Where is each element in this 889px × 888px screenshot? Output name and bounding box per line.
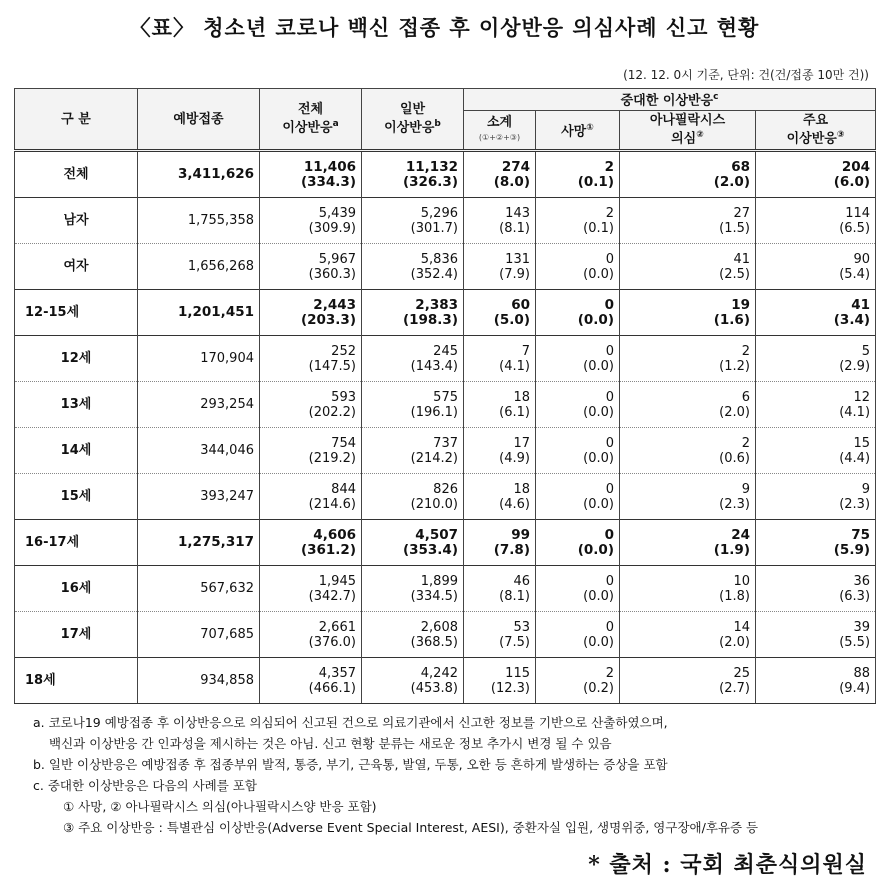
general-ae-cell-rate: (352.4) (410, 266, 458, 282)
table-row (15, 198, 876, 244)
note-b: b. 일반 이상반응은 예방접종 후 접종부위 발적, 통증, 부기, 근육통, 발열, 두통, 오한 등 흔하게 발생하는 증상을 포함 (33, 757, 668, 772)
total-ae-cell (260, 474, 362, 520)
anaphylaxis-cell-rate: (2.0) (713, 173, 750, 190)
row-label-value: 14세 (60, 443, 92, 458)
death-cell (536, 566, 620, 612)
general-ae-cell-rate: (210.0) (410, 496, 458, 512)
death-cell-rate: (0.2) (583, 680, 614, 696)
total-ae-cell-value: 5,439 (318, 205, 356, 221)
subtotal-cell (464, 198, 536, 244)
vaccinations-cell (138, 474, 260, 520)
subtotal-cell (464, 428, 536, 474)
subtotal-cell-rate: (4.1) (499, 358, 530, 374)
anaphylaxis-cell-value: 24 (731, 526, 750, 543)
major-ae-cell-value: 41 (851, 296, 871, 313)
anaphylaxis-cell (620, 612, 756, 658)
table-row (15, 336, 876, 382)
subtotal-cell-rate: (8.0) (493, 173, 530, 190)
major-ae-cell-rate: (6.3) (839, 588, 871, 604)
subtotal-cell-value: 143 (505, 205, 530, 221)
general-ae-cell-value: 2,383 (415, 296, 458, 313)
total-ae-cell-rate: (214.6) (308, 496, 356, 512)
note-c-item2: ③ 주요 이상반응 : 특별관심 이상반응(Adverse Event Special Interest, AESI), 중환자실 입원, 생명위중, 영구장애/후유증 등 (63, 820, 759, 835)
row-label-value: 15세 (60, 489, 92, 504)
total-ae-cell-value: 252 (331, 343, 356, 359)
subtotal-cell (464, 658, 536, 704)
general-ae-cell-rate: (368.5) (410, 634, 458, 650)
anaphylaxis-cell-value: 6 (741, 389, 750, 405)
death-cell (536, 520, 620, 566)
major-ae-cell-value: 75 (851, 526, 871, 543)
death-cell-value: 2 (605, 205, 614, 221)
anaphylaxis-cell (620, 520, 756, 566)
total-ae-cell-rate: (376.0) (308, 634, 356, 650)
death-cell (536, 658, 620, 704)
anaphylaxis-cell (620, 198, 756, 244)
death-cell (536, 151, 620, 198)
row-label-value: 12세 (60, 351, 92, 366)
subtotal-cell (464, 382, 536, 428)
anaphylaxis-cell-rate: (2.0) (719, 634, 750, 650)
major-ae-cell-rate: (5.9) (833, 541, 871, 558)
vaccinations-cell (138, 198, 260, 244)
header-vaccinations: 예방접종 (138, 89, 260, 151)
anaphylaxis-cell-rate: (0.6) (719, 450, 750, 466)
general-ae-cell-value: 826 (433, 481, 458, 497)
row-label (15, 612, 138, 658)
general-ae-cell-value: 575 (433, 389, 458, 405)
vaccinations-cell-value: 1,755,358 (187, 213, 254, 228)
general-ae-cell-rate: (453.8) (410, 680, 458, 696)
total-ae-cell (260, 336, 362, 382)
anaphylaxis-cell-value: 25 (733, 665, 750, 681)
source-credit: * 출처 : 국회 최춘식의원실 (588, 852, 867, 878)
unit-note: (12. 12. 0시 기준, 단위: 건(건/접종 10만 건)) (623, 68, 869, 82)
total-ae-cell-value: 11,406 (303, 158, 356, 175)
death-cell-rate: (0.0) (583, 588, 614, 604)
death-cell-value: 0 (605, 389, 614, 405)
row-label-value: 13세 (60, 397, 92, 412)
vaccinations-cell (138, 382, 260, 428)
subtotal-cell (464, 566, 536, 612)
vaccinations-cell (138, 151, 260, 198)
subtotal-cell (464, 520, 536, 566)
row-label (15, 566, 138, 612)
header-total-ae: 전체 이상반응$^a$ (260, 89, 362, 151)
general-ae-cell-rate: (334.5) (410, 588, 458, 604)
subtotal-cell (464, 244, 536, 290)
major-ae-cell-rate: (6.5) (839, 220, 871, 236)
header-subtotal: 소계 (①+②+③) (464, 111, 536, 151)
major-ae-cell (756, 151, 876, 198)
death-cell-rate: (0.0) (583, 450, 614, 466)
major-ae-cell-value: 15 (853, 435, 871, 451)
total-ae-cell-value: 593 (331, 389, 356, 405)
death-cell (536, 336, 620, 382)
general-ae-cell (362, 612, 464, 658)
death-cell (536, 612, 620, 658)
general-ae-cell-rate: (196.1) (410, 404, 458, 420)
death-cell-rate: (0.0) (583, 358, 614, 374)
vaccinations-cell (138, 566, 260, 612)
vaccinations-cell-value: 393,247 (200, 489, 254, 504)
death-cell-value: 0 (605, 435, 614, 451)
major-ae-cell-rate: (5.5) (839, 634, 871, 650)
vaccinations-cell-value: 170,904 (200, 351, 254, 366)
row-label-value: 남자 (63, 213, 89, 228)
death-cell-value: 0 (605, 573, 614, 589)
anaphylaxis-cell-value: 27 (733, 205, 750, 221)
subtotal-cell (464, 612, 536, 658)
subtotal-cell-rate: (7.5) (499, 634, 530, 650)
major-ae-cell (756, 566, 876, 612)
major-ae-cell-rate: (9.4) (839, 680, 871, 696)
anaphylaxis-cell-rate: (2.5) (719, 266, 750, 282)
death-cell (536, 428, 620, 474)
major-ae-cell (756, 290, 876, 336)
general-ae-cell (362, 244, 464, 290)
major-ae-cell-rate: (4.1) (839, 404, 871, 420)
vaccinations-cell-value: 344,046 (200, 443, 254, 458)
subtotal-cell-value: 18 (513, 389, 530, 405)
header-category: 구 분 (15, 89, 138, 151)
total-ae-cell-rate: (147.5) (308, 358, 356, 374)
subtotal-cell-value: 60 (511, 296, 530, 313)
death-cell (536, 290, 620, 336)
general-ae-cell-rate: (143.4) (410, 358, 458, 374)
major-ae-cell-value: 88 (853, 665, 871, 681)
major-ae-cell-rate: (5.4) (839, 266, 871, 282)
general-ae-cell-rate: (214.2) (410, 450, 458, 466)
total-ae-cell-rate: (202.2) (308, 404, 356, 420)
subtotal-cell-rate: (12.3) (490, 680, 530, 696)
row-label-value: 16세 (60, 581, 92, 596)
total-ae-cell (260, 520, 362, 566)
total-ae-cell-value: 4,357 (318, 665, 356, 681)
vaccinations-cell-value: 934,858 (200, 673, 254, 688)
total-ae-cell-rate: (309.9) (308, 220, 356, 236)
death-cell-rate: (0.1) (583, 220, 614, 236)
general-ae-cell (362, 474, 464, 520)
subtotal-cell-rate: (8.1) (499, 588, 530, 604)
death-cell-value: 0 (605, 481, 614, 497)
vaccinations-cell-value: 567,632 (200, 581, 254, 596)
row-label-value: 전체 (63, 167, 89, 182)
death-cell-value: 0 (604, 296, 614, 313)
anaphylaxis-cell (620, 474, 756, 520)
anaphylaxis-cell (620, 382, 756, 428)
major-ae-cell-rate: (2.9) (839, 358, 871, 374)
vaccinations-cell (138, 336, 260, 382)
major-ae-cell (756, 198, 876, 244)
major-ae-cell (756, 658, 876, 704)
total-ae-cell (260, 658, 362, 704)
death-cell-value: 0 (604, 526, 614, 543)
table-row (15, 151, 876, 198)
subtotal-cell (464, 290, 536, 336)
anaphylaxis-cell (620, 566, 756, 612)
subtotal-cell-value: 18 (513, 481, 530, 497)
total-ae-cell-rate: (342.7) (308, 588, 356, 604)
major-ae-cell-value: 39 (853, 619, 871, 635)
anaphylaxis-cell-value: 19 (731, 296, 750, 313)
total-ae-cell-rate: (219.2) (308, 450, 356, 466)
death-cell (536, 382, 620, 428)
subtotal-cell-value: 274 (501, 158, 530, 175)
table-title: 〈표〉 청소년 코로나 백신 접종 후 이상반응 의심사례 신고 현황 (129, 15, 760, 40)
vaccinations-cell (138, 290, 260, 336)
general-ae-cell-value: 4,242 (420, 665, 458, 681)
general-ae-cell (362, 198, 464, 244)
vaccinations-cell-value: 3,411,626 (177, 166, 254, 182)
total-ae-cell-value: 2,661 (318, 619, 356, 635)
vaccinations-cell-value: 293,254 (200, 397, 254, 412)
anaphylaxis-cell-value: 41 (733, 251, 750, 267)
major-ae-cell (756, 428, 876, 474)
total-ae-cell-rate: (334.3) (300, 173, 356, 190)
vaccinations-cell (138, 244, 260, 290)
anaphylaxis-cell-rate: (2.0) (719, 404, 750, 420)
anaphylaxis-cell-value: 9 (741, 481, 750, 497)
total-ae-cell-value: 844 (331, 481, 356, 497)
total-ae-cell-value: 754 (331, 435, 356, 451)
anaphylaxis-cell (620, 658, 756, 704)
vaccinations-cell-value: 1,201,451 (177, 304, 254, 320)
general-ae-cell-rate: (198.3) (402, 311, 458, 328)
anaphylaxis-cell-value: 2 (741, 435, 750, 451)
footnotes (33, 712, 873, 838)
row-label (15, 658, 138, 704)
general-ae-cell (362, 520, 464, 566)
anaphylaxis-cell-rate: (1.2) (719, 358, 750, 374)
major-ae-cell-rate: (2.3) (839, 496, 871, 512)
row-label-value: 16-17세 (25, 535, 80, 550)
row-label-value: 18세 (25, 673, 56, 688)
death-cell-value: 2 (605, 665, 614, 681)
major-ae-cell (756, 520, 876, 566)
general-ae-cell (362, 566, 464, 612)
subtotal-cell-value: 115 (505, 665, 530, 681)
anaphylaxis-cell (620, 244, 756, 290)
total-ae-cell-rate: (360.3) (308, 266, 356, 282)
subtotal-cell-rate: (4.6) (499, 496, 530, 512)
total-ae-cell (260, 290, 362, 336)
header-general-ae: 일반 이상반응$^b$ (362, 89, 464, 151)
major-ae-cell-value: 9 (861, 481, 871, 497)
subtotal-cell-value: 99 (511, 526, 530, 543)
header-death: 사망① (536, 111, 620, 151)
anaphylaxis-cell (620, 151, 756, 198)
table-row (15, 612, 876, 658)
table-row (15, 474, 876, 520)
anaphylaxis-cell-value: 14 (733, 619, 750, 635)
subtotal-cell-rate: (7.8) (493, 541, 530, 558)
vaccinations-cell (138, 658, 260, 704)
adverse-reaction-table (14, 88, 876, 704)
major-ae-cell-rate: (3.4) (833, 311, 871, 328)
general-ae-cell (362, 382, 464, 428)
subtotal-cell-rate: (7.9) (499, 266, 530, 282)
subtotal-cell-rate: (4.9) (499, 450, 530, 466)
total-ae-cell (260, 428, 362, 474)
death-cell-rate: (0.0) (577, 541, 614, 558)
row-label (15, 428, 138, 474)
total-ae-cell-value: 4,606 (313, 526, 356, 543)
row-label (15, 198, 138, 244)
row-label (15, 244, 138, 290)
vaccinations-cell-value: 707,685 (200, 627, 254, 642)
header-anaphylaxis: 아나필락시스 의심② (620, 111, 756, 151)
total-ae-cell (260, 382, 362, 428)
general-ae-cell-value: 1,899 (420, 573, 458, 589)
row-label-value: 17세 (60, 627, 92, 642)
header-major-ae: 주요 이상반응③ (756, 111, 876, 151)
note-a-line2: 백신과 이상반응 간 인과성을 제시하는 것은 아님. 신고 현황 분류는 새로운 정보 추가시 변경 될 수 있음 (49, 736, 612, 751)
table-row (15, 382, 876, 428)
row-label (15, 336, 138, 382)
table-row (15, 658, 876, 704)
subtotal-cell (464, 151, 536, 198)
general-ae-cell-value: 245 (433, 343, 458, 359)
note-c-item1: ① 사망, ② 아나필락시스 의심(아나필락시스양 반응 포함) (63, 799, 377, 814)
table-body (15, 151, 876, 704)
total-ae-cell (260, 566, 362, 612)
anaphylaxis-cell (620, 290, 756, 336)
note-a-line1: a. 코로나19 예방접종 후 이상반응으로 의심되어 신고된 건으로 의료기관에서 신고한 정보를 기반으로 산출하였으며, (33, 715, 668, 730)
general-ae-cell-value: 4,507 (415, 526, 458, 543)
table-row (15, 244, 876, 290)
row-label (15, 382, 138, 428)
major-ae-cell-value: 36 (853, 573, 871, 589)
general-ae-cell-value: 11,132 (405, 158, 458, 175)
anaphylaxis-cell-rate: (1.8) (719, 588, 750, 604)
major-ae-cell (756, 382, 876, 428)
anaphylaxis-cell-rate: (2.3) (719, 496, 750, 512)
subtotal-cell-value: 7 (521, 343, 530, 359)
major-ae-cell (756, 336, 876, 382)
table-row (15, 428, 876, 474)
row-label-value: 여자 (63, 259, 89, 274)
death-cell (536, 244, 620, 290)
death-cell (536, 474, 620, 520)
subtotal-cell-rate: (8.1) (499, 220, 530, 236)
death-cell-rate: (0.0) (577, 311, 614, 328)
row-label (15, 151, 138, 198)
vaccinations-cell-value: 1,656,268 (187, 259, 254, 274)
total-ae-cell-rate: (203.3) (300, 311, 356, 328)
death-cell-rate: (0.0) (583, 634, 614, 650)
general-ae-cell (362, 290, 464, 336)
total-ae-cell (260, 198, 362, 244)
general-ae-cell-value: 737 (433, 435, 458, 451)
subtotal-cell (464, 474, 536, 520)
death-cell-value: 2 (604, 158, 614, 175)
general-ae-cell (362, 428, 464, 474)
anaphylaxis-cell-rate: (1.5) (719, 220, 750, 236)
general-ae-cell-value: 5,836 (420, 251, 458, 267)
major-ae-cell-value: 90 (853, 251, 871, 267)
death-cell-value: 0 (605, 343, 614, 359)
vaccinations-cell-value: 1,275,317 (177, 534, 254, 550)
vaccinations-cell (138, 428, 260, 474)
general-ae-cell (362, 658, 464, 704)
anaphylaxis-cell-value: 68 (731, 158, 750, 175)
death-cell-rate: (0.0) (583, 404, 614, 420)
general-ae-cell (362, 151, 464, 198)
major-ae-cell-value: 204 (841, 158, 871, 175)
anaphylaxis-cell (620, 336, 756, 382)
death-cell-rate: (0.0) (583, 496, 614, 512)
anaphylaxis-cell (620, 428, 756, 474)
row-label-value: 12-15세 (25, 305, 80, 320)
general-ae-cell-rate: (301.7) (410, 220, 458, 236)
row-label (15, 290, 138, 336)
anaphylaxis-cell-value: 10 (733, 573, 750, 589)
subtotal-cell-value: 17 (513, 435, 530, 451)
general-ae-cell-rate: (326.3) (402, 173, 458, 190)
death-cell (536, 198, 620, 244)
table-row (15, 520, 876, 566)
vaccinations-cell (138, 520, 260, 566)
total-ae-cell-value: 2,443 (313, 296, 356, 313)
general-ae-cell-value: 2,608 (420, 619, 458, 635)
major-ae-cell (756, 612, 876, 658)
anaphylaxis-cell-rate: (1.6) (713, 311, 750, 328)
death-cell-rate: (0.0) (583, 266, 614, 282)
major-ae-cell-value: 12 (853, 389, 871, 405)
death-cell-value: 0 (605, 619, 614, 635)
anaphylaxis-cell-rate: (1.9) (713, 541, 750, 558)
death-cell-rate: (0.1) (577, 173, 614, 190)
death-cell-value: 0 (605, 251, 614, 267)
header-serious-group: 중대한 이상반응$^c$ (464, 89, 876, 111)
total-ae-cell-value: 1,945 (318, 573, 356, 589)
anaphylaxis-cell-rate: (2.7) (719, 680, 750, 696)
subtotal-cell-value: 53 (513, 619, 530, 635)
table-row (15, 566, 876, 612)
total-ae-cell (260, 244, 362, 290)
general-ae-cell-value: 5,296 (420, 205, 458, 221)
subtotal-cell-rate: (6.1) (499, 404, 530, 420)
total-ae-cell (260, 151, 362, 198)
subtotal-cell (464, 336, 536, 382)
row-label (15, 474, 138, 520)
general-ae-cell (362, 336, 464, 382)
major-ae-cell-value: 114 (845, 205, 871, 221)
vaccinations-cell (138, 612, 260, 658)
row-label (15, 520, 138, 566)
major-ae-cell-rate: (4.4) (839, 450, 871, 466)
subtotal-cell-value: 131 (505, 251, 530, 267)
subtotal-cell-rate: (5.0) (493, 311, 530, 328)
major-ae-cell-value: 5 (861, 343, 871, 359)
total-ae-cell (260, 612, 362, 658)
major-ae-cell (756, 244, 876, 290)
total-ae-cell-rate: (466.1) (308, 680, 356, 696)
anaphylaxis-cell-value: 2 (741, 343, 750, 359)
total-ae-cell-rate: (361.2) (300, 541, 356, 558)
general-ae-cell-rate: (353.4) (402, 541, 458, 558)
subtotal-cell-value: 46 (513, 573, 530, 589)
total-ae-cell-value: 5,967 (318, 251, 356, 267)
table-row (15, 290, 876, 336)
major-ae-cell-rate: (6.0) (833, 173, 871, 190)
major-ae-cell (756, 474, 876, 520)
note-c: c. 중대한 이상반응은 다음의 사례를 포함 (33, 778, 257, 793)
